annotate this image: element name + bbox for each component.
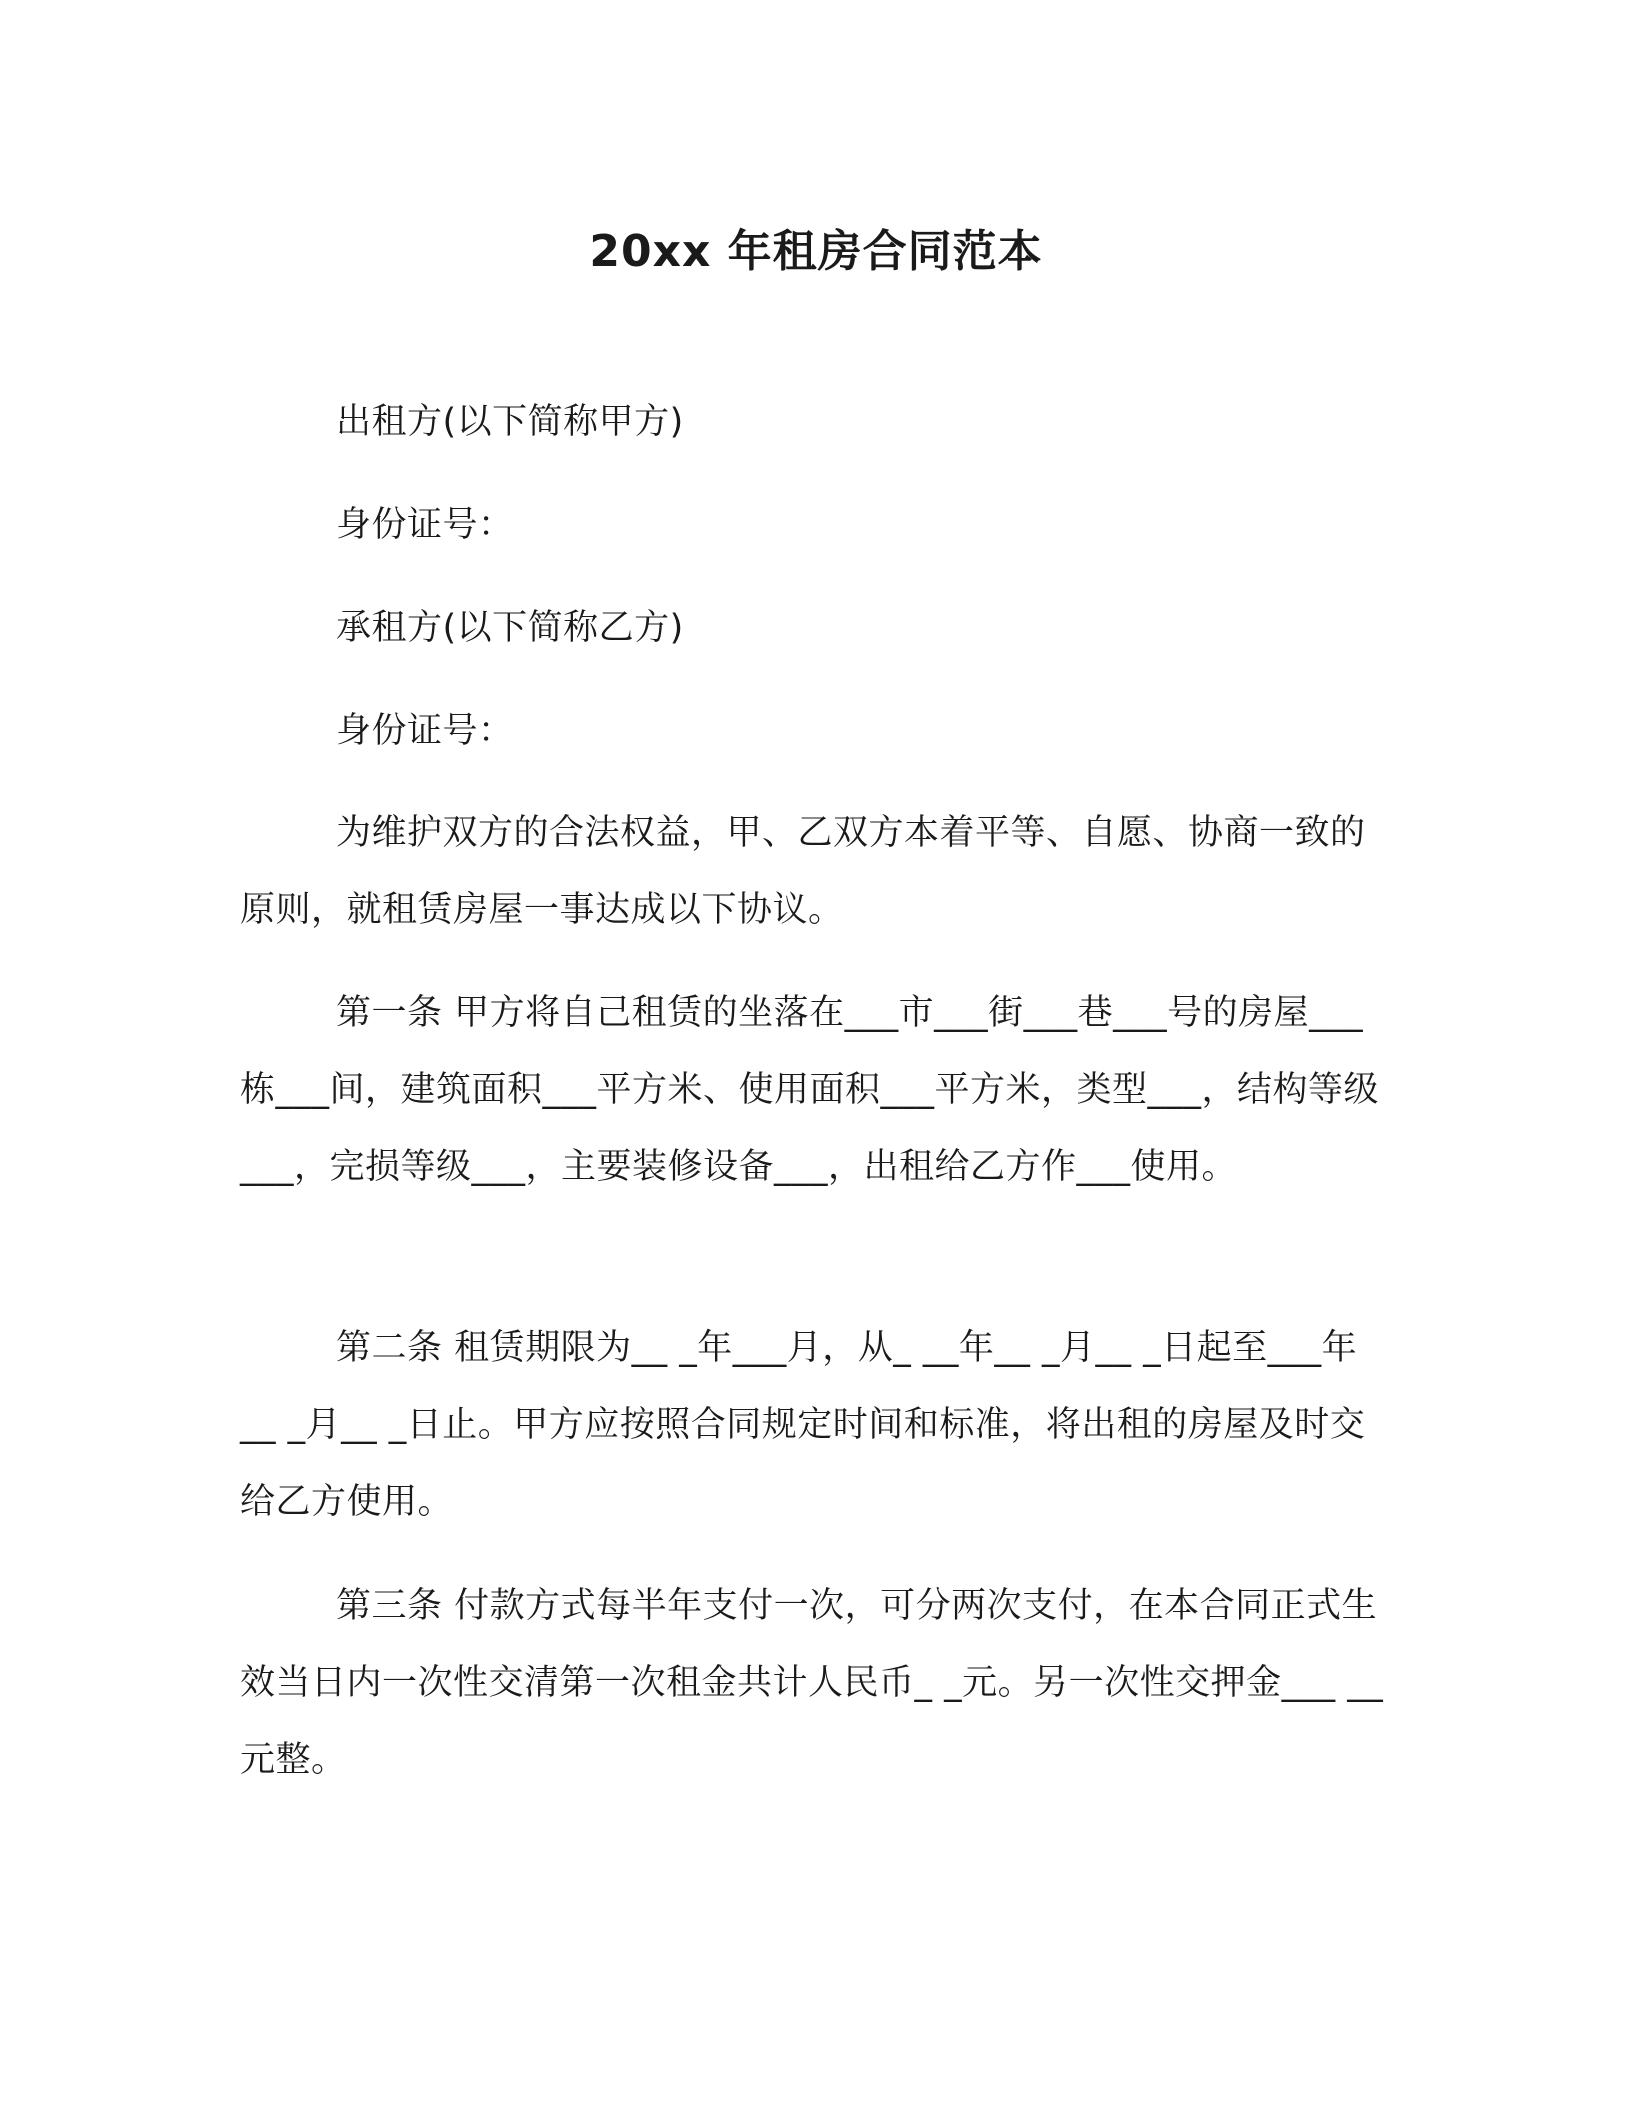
preamble-paragraph: 为维护双方的合法权益，甲、乙双方本着平等、自愿、协商一致的原则，就租赁房屋一事达成以下协议。 xyxy=(240,813,1366,930)
article-2-paragraph: 第二条 租赁期限为__ _年___月，从_ __年__ _月__ _日起至___年__ _月__ _日止。甲方应按照合同规定时间和标准，将出租的房屋及时交给乙方使用。 xyxy=(240,1328,1366,1522)
article-1-paragraph: 第一条 甲方将自己租赁的坐落在___市___街___巷___号的房屋___栋___间，建筑面积___平方米、使用面积___平方米，类型___，结构等级___，完损等级___，主要装修设备___，出租给乙方作___使用。 xyxy=(240,993,1380,1187)
article-3-paragraph: 第三条 付款方式每半年支付一次，可分两次支付，在本合同正式生效当日内一次性交清第一次租金共计人民币_ _元。另一次性交押金___ __元整。 xyxy=(240,1586,1384,1780)
document-title: 20xx 年租房合同范本 xyxy=(589,226,1043,277)
lessee-id-line: 身份证号： xyxy=(336,711,514,751)
lessor-line: 出租方(以下简称甲方) xyxy=(336,402,684,442)
lessor-id-line: 身份证号： xyxy=(336,505,514,545)
lessee-line: 承租方(以下简称乙方) xyxy=(336,608,684,648)
